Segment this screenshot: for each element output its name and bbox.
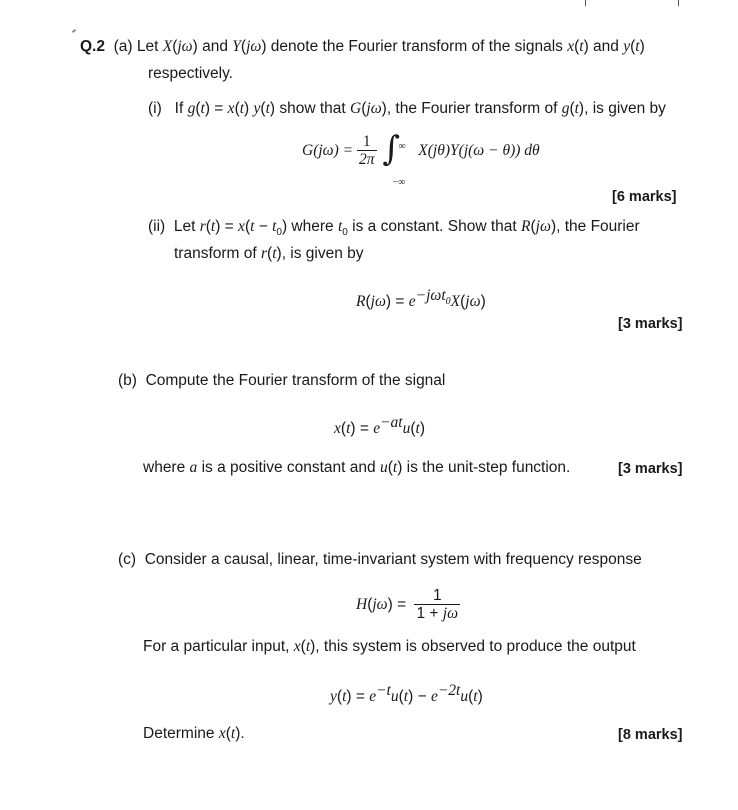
- part-b-text: (b) Compute the Fourier transform of the signal: [118, 372, 446, 389]
- equation-H: H(jω) = $\frac{1}{1 + j\omega}$: [356, 586, 459, 622]
- crop-mark-right: [678, 0, 679, 6]
- part-b-where: where a is a positive constant and u(t) is the unit-step function.: [143, 459, 571, 476]
- part-a-ii-text: (ii) Let $r(t) = x(t - t_0)$ where $t_0$ is a constant. Show that R(jω), the Fourier: [148, 218, 640, 239]
- integral-sign: ∫ ∞ −∞: [382, 129, 406, 189]
- equation-R: $R(j\omega) = e^{-j\omega t_0}X(j\omega)$: [356, 287, 486, 310]
- question-line-1-cont: respectively.: [148, 65, 233, 82]
- part-a-i-text: (i) If g(t) = x(t) y(t) show that G(jω), the Fourier transform of g(t), is given by: [148, 100, 666, 117]
- marks-b: [3 marks]: [618, 461, 683, 477]
- question-line-1: Q.2 (a) Let X(jω) and Y(jω) denote the Fourier transform of the signals x(t) and y(t): [80, 38, 645, 55]
- marks-c: [8 marks]: [618, 727, 683, 743]
- part-c-determine: Determine x(t).: [143, 725, 245, 742]
- part-c-label: (c): [118, 551, 137, 568]
- part-b-label: (b): [118, 372, 137, 389]
- part-a-label: (a): [113, 38, 133, 55]
- equation-x: $x(t) = e^{-at}u(t)$: [334, 414, 426, 437]
- question-number: Q.2: [80, 38, 105, 55]
- marks-a-ii: [3 marks]: [618, 316, 683, 332]
- part-a-ii-text-cont: transform of r(t), is given by: [174, 245, 364, 262]
- stray-mark: [72, 29, 76, 33]
- part-c-text2: For a particular input, x(t), this system is observed to produce the output: [143, 638, 636, 655]
- equation-G: G(jω) = $\frac{1}{2\pi}$ ∫ ∞ −∞ X(jθ)Y(j(ω − θ)) dθ: [302, 129, 540, 189]
- part-c-text: (c) Consider a causal, linear, time-invariant system with frequency response: [118, 551, 642, 568]
- crop-mark-left: [585, 0, 586, 6]
- equation-y: $y(t) = e^{-t}u(t) - e^{-2t}u(t)$: [330, 682, 483, 705]
- marks-a-i: [6 marks]: [612, 189, 677, 205]
